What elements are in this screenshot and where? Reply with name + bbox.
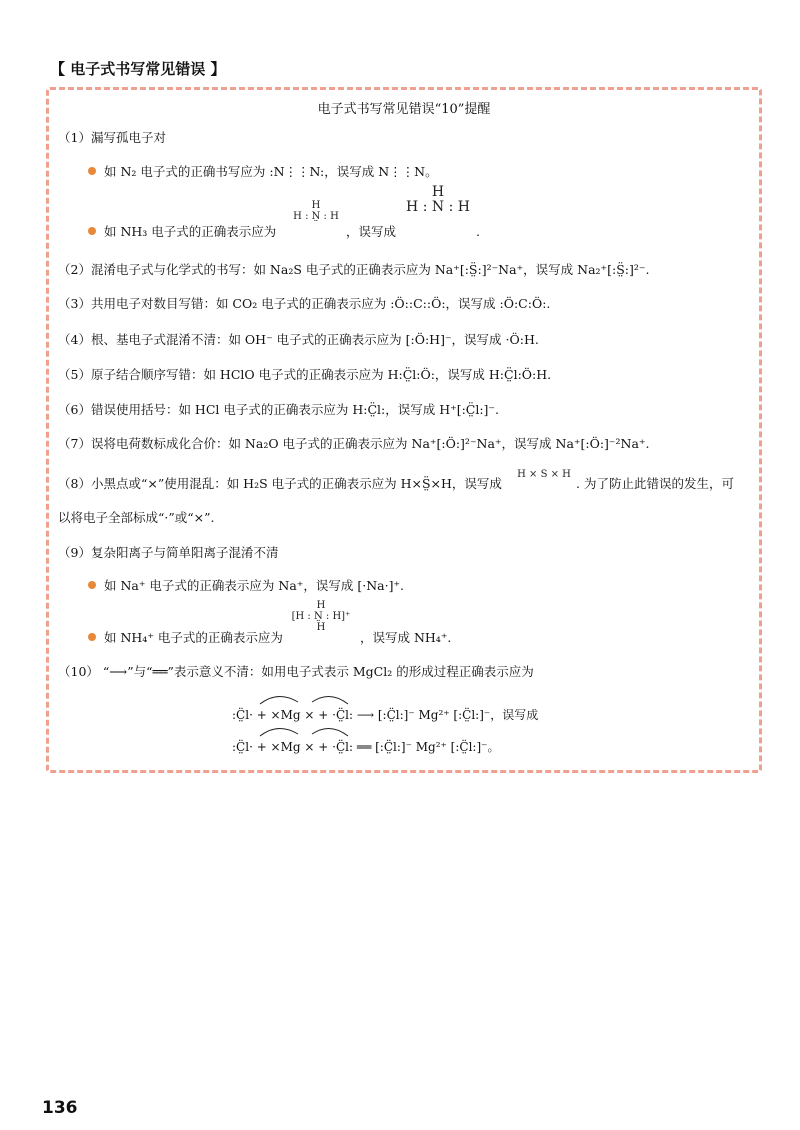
item-7: （7）误将电荷数标成化合价：如 Na₂O 电子式的正确表示应为 Na⁺[:Ö:]²⁻Na⁺，误写成 Na⁺[:Ö:]⁻²Na⁺.	[58, 436, 650, 451]
item-3: （3）共用电子对数目写错：如 CO₂ 电子式的正确表示应为 :Ö::C::Ö:，误写成 :Ö:C:Ö:.	[58, 296, 551, 311]
eq1-tail: ，误写成	[490, 708, 539, 722]
nh4-h-top: H	[316, 600, 326, 611]
bullet-icon	[88, 167, 96, 175]
item-1-bullet-2	[88, 224, 276, 239]
section-title: 【 电子式书写常见错误 】	[50, 60, 226, 78]
h2s-wrong-row: H × S × H	[517, 469, 571, 480]
item-9-bullet-2-suffix: ，误写成 NH₄⁺.	[360, 630, 452, 645]
nh4-h-bottom: H	[316, 622, 326, 633]
arc-1b	[312, 696, 348, 704]
eq2-reactants: :C̤̈l· + ×Mg × + ·C̤̈l:	[232, 740, 354, 754]
item-1-bullet-2-text: 如 NH₃ 电子式的正确表示应为	[104, 224, 277, 239]
arc-1a	[260, 696, 298, 704]
nh4-correct-structure	[286, 600, 356, 633]
item-1-bullet-1-text: 如 N₂ 电子式的正确书写应为 :N⋮⋮N:，误写成 N⋮⋮N。	[104, 164, 438, 179]
item-9-bullet-2	[88, 630, 283, 645]
nh3-wrong-row: H : N : H	[406, 199, 470, 216]
item-1-mid: ，误写成	[346, 224, 397, 239]
item-10: （10） “⟶”与“══”表示意义不清：如用电子式表示 MgCl₂ 的形成过程正确表示应为	[58, 664, 534, 679]
item-1-bullet-1	[88, 164, 438, 179]
item-8-part-a: （8）小黑点或“×”使用混乱：如 H₂S 电子式的正确表示应为 H×S̤̈×H，误写成	[58, 476, 502, 491]
item-1-end: .	[476, 224, 480, 239]
item-8-part-b: . 为了防止此错误的发生，可	[576, 476, 734, 491]
page-number: 136	[42, 1098, 78, 1118]
nh3-correct-h-top: H	[311, 200, 321, 211]
item-9-heading: （9）复杂阳离子与简单阳离子混淆不清	[58, 545, 279, 560]
equation-wrong	[232, 738, 500, 755]
box-title: 电子式书写常见错误“10”提醒	[317, 102, 491, 117]
eq1-arrow: ⟶	[356, 708, 375, 722]
arc-2b	[312, 728, 348, 736]
arc-2a	[260, 728, 298, 736]
item-9-bullet-1	[88, 578, 404, 593]
eq1-reactants: :C̤̈l· + ×Mg × + ·C̤̈l:	[232, 708, 354, 722]
electron-transfer-arrows-1	[250, 690, 360, 706]
nh3-correct-row: H : N̤ : H	[293, 211, 339, 222]
eq2-arrow: ══	[356, 740, 372, 754]
item-4: （4）根、基电子式混淆不清：如 OH⁻ 电子式的正确表示应为 [:Ö:H]⁻，误写成 ·Ö:H.	[58, 332, 539, 347]
nh3-wrong-h-top: H	[431, 184, 445, 200]
eq1-products: [:C̤̈l:]⁻ Mg²⁺ [:C̤̈l:]⁻	[377, 708, 491, 722]
bullet-icon	[88, 581, 96, 589]
nh3-correct-structure	[286, 200, 346, 222]
bullet-icon	[88, 633, 96, 641]
eq2-products: [:C̤̈l:]⁻ Mg²⁺ [:C̤̈l:]⁻	[375, 740, 488, 754]
nh4-row: [H : N̤ : H]⁺	[291, 611, 351, 622]
h2s-wrong-structure	[512, 458, 576, 480]
item-9-bullet-1-text: 如 Na⁺ 电子式的正确表示应为 Na⁺，误写成 [·Na·]⁺.	[104, 578, 405, 593]
eq2-tail: 。	[487, 740, 500, 754]
item-9-bullet-2-text: 如 NH₄⁺ 电子式的正确表示应为	[104, 630, 283, 645]
item-5: （5）原子结合顺序写错：如 HClO 电子式的正确表示应为 H:C̤̈l:Ö:，误写成 H:C̤̈l:Ö:H.	[58, 367, 552, 382]
electron-transfer-arrows-2	[250, 722, 360, 738]
equation-correct	[232, 706, 538, 723]
nh3-wrong-structure	[400, 185, 476, 216]
item-1-heading: （1）漏写孤电子对	[58, 130, 166, 145]
item-2: （2）混淆电子式与化学式的书写：如 Na₂S 电子式的正确表示应为 Na⁺[:S̤̈:]²⁻Na⁺，误写成 Na₂⁺[:S̤̈:]²⁻.	[58, 262, 650, 277]
item-6: （6）错误使用括号：如 HCl 电子式的正确表示应为 H:C̤̈l:，误写成 H⁺[:C̤̈l:]⁻.	[58, 402, 500, 417]
item-8-part-c: 以将电子全部标成“·”或“×”.	[58, 510, 215, 525]
bullet-icon	[88, 227, 96, 235]
